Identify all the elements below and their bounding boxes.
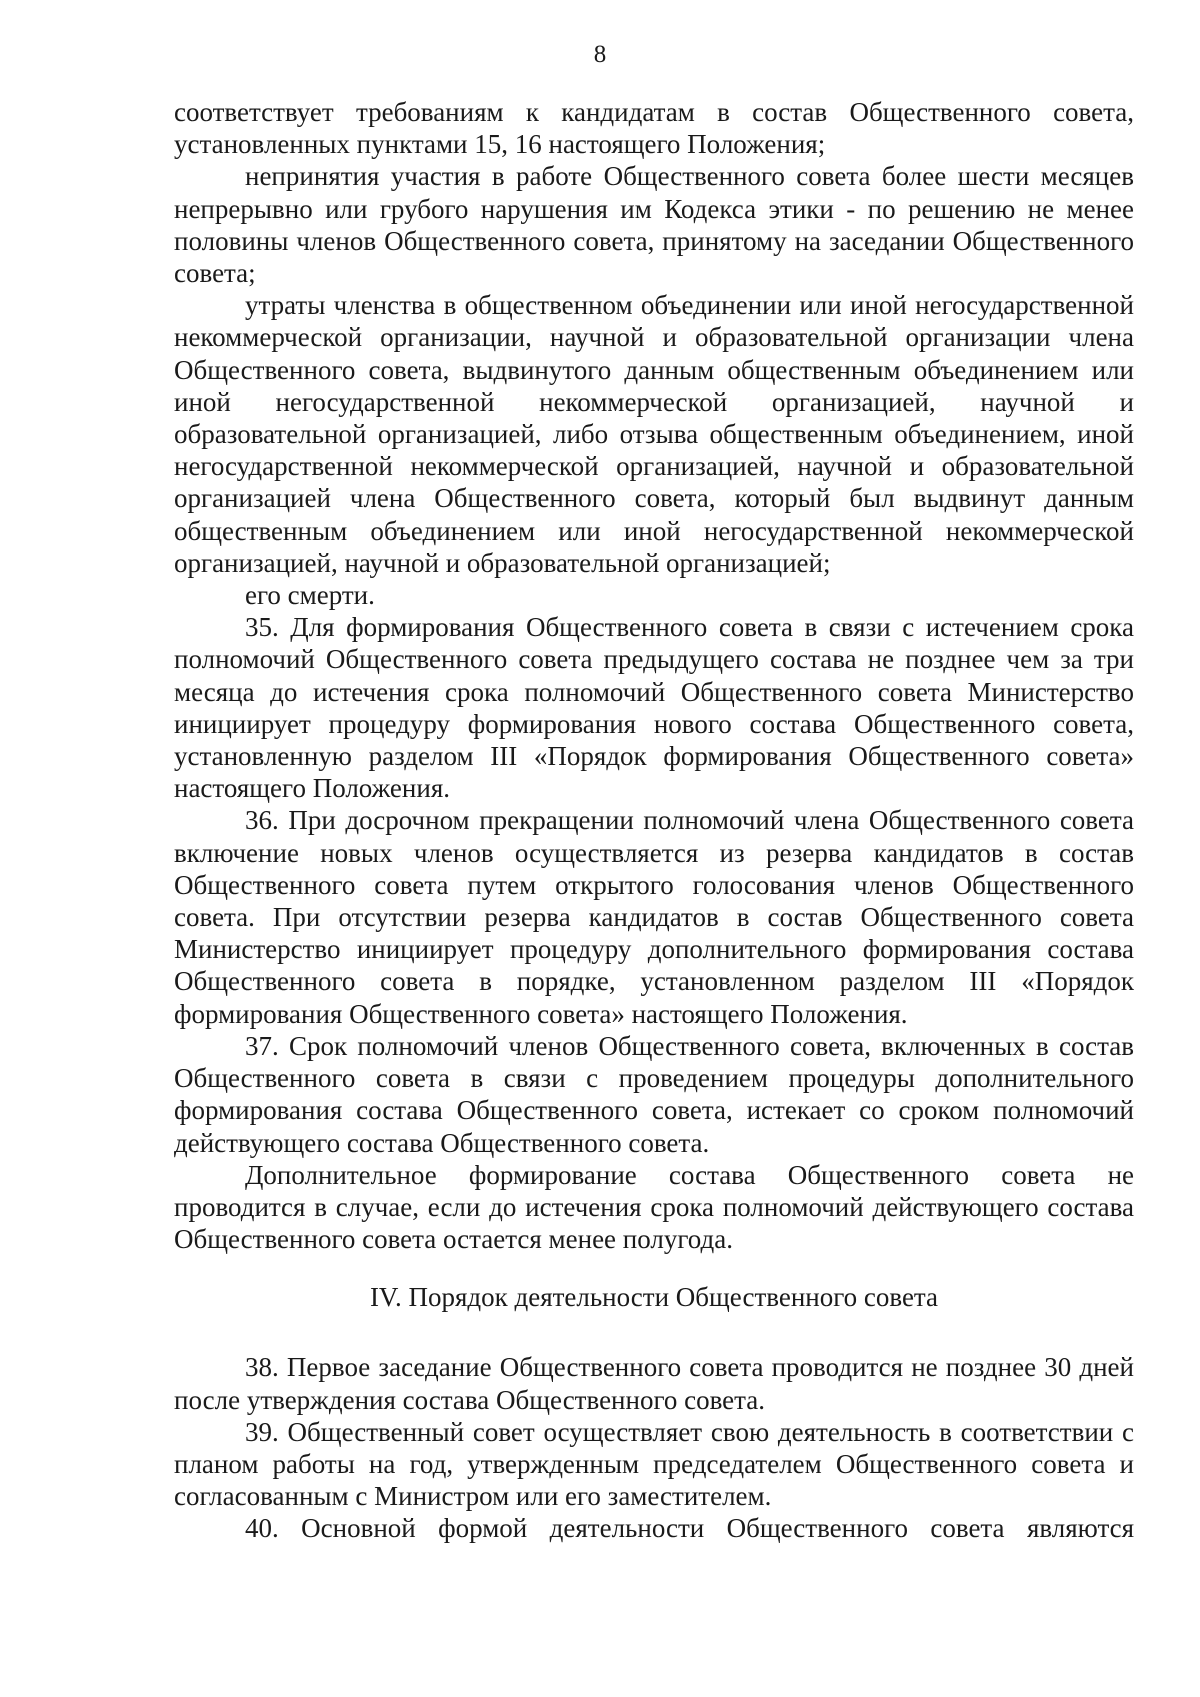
paragraph-death: его смерти. <box>245 580 375 611</box>
paragraph-40: 40. Основной формой деятельности Общественного совета являются <box>245 1513 1134 1544</box>
paragraph-38: 38. Первое заседание Общественного совета проводится не позднее 30 дней после утверждения состава Общественного совета. <box>174 1352 1134 1415</box>
paragraph-37: 37. Срок полномочий членов Общественного совета, включенных в состав Общественного совета в связи с проведением процедуры дополнительного формирования состава Общественного совета, истекает со сроком полномочий действующего состава Общественного совета. <box>174 1030 1134 1158</box>
paragraph-35: 35. Для формирования Общественного совета в связи с истечением срока полномочий Общественного совета предыдущего состава не позднее чем за три месяца до истечения срока полномочий Общественного совета Министерство инициирует процедуру формирования нового состава Общественного совета, установленную разделом III «Порядок формирования Общественного совета» настоящего Положения. <box>174 612 1134 804</box>
paragraph-nonparticipation: непринятия участия в работе Общественного совета более шести месяцев непрерывно или грубого нарушения им Кодекса этики - по решению не менее половины членов Общественного совета, принятому на заседании Общественного совета; <box>174 161 1134 289</box>
page-number: 8 <box>593 41 607 68</box>
section-heading: IV. Порядок деятельности Общественного совета <box>369 1282 939 1313</box>
paragraph-membership-loss: утраты членства в общественном объединении или иной негосударственной некоммерческой организации, научной и образовательной организации члена Общественного совета, выдвинутого данным общественным объединением или иной негосударственной некоммерческой организацией, научной и образовательной организацией, либо отзыва общественным объединением, иной негосударственной некоммерческой организацией, научной и образовательной организацией члена Общественного совета, который был выдвинут данным общественным объединением или иной негосударственной некоммерческой организацией, научной и образовательной организацией; <box>174 290 1134 578</box>
paragraph-continuation: соответствует требованиям к кандидатам в состав Общественного совета, установленных пунктами 15, 16 настоящего Положения; <box>174 97 1134 160</box>
document-body <box>174 96 1134 1545</box>
paragraph-39: 39. Общественный совет осуществляет свою деятельность в соответствии с планом работы на год, утвержденным председателем Общественного совета и согласованным с Министром или его заместителем. <box>174 1416 1134 1512</box>
paragraph-additional-formation: Дополнительное формирование состава Общественного совета не проводится в случае, если до истечения срока полномочий действующего состава Общественного совета остается менее полугода. <box>174 1159 1134 1255</box>
paragraph-36: 36. При досрочном прекращении полномочий члена Общественного совета включение новых членов осуществляется из резерва кандидатов в состав Общественного совета путем открытого голосования членов Общественного совета. При отсутствии резерва кандидатов в состав Общественного совета Министерство инициирует процедуру дополнительного формирования состава Общественного совета в порядке, установленном разделом III «Порядок формирования Общественного совета» настоящего Положения. <box>174 805 1134 1029</box>
